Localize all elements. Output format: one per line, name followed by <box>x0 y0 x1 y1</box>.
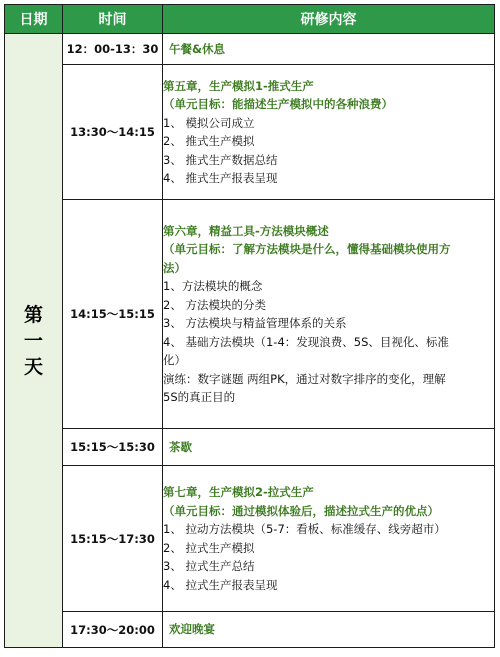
table-row <box>5 466 495 612</box>
content-cell <box>163 429 495 466</box>
list-item: 1、 拉动方法模块（5-7：看板、标准缓存、线旁超市） <box>163 522 446 536</box>
time-cell: 17:30～20:00 <box>63 612 163 648</box>
list-item: 1、方法模块的概念 <box>163 279 263 293</box>
header-row <box>5 5 495 34</box>
header-content: 研修内容 <box>163 5 495 34</box>
list-item: 3、 方法模块与精益管理体系的关系 <box>163 316 347 330</box>
time-cell: 15:15～17:30 <box>63 466 163 612</box>
list-item: 2、 方法模块的分类 <box>163 297 266 312</box>
drill-text: 演练：数字谜题 两组PK，通过对数字排序的变化，理解 <box>163 371 446 386</box>
schedule-table <box>4 4 495 648</box>
content-cell <box>163 65 495 200</box>
chapter-title: 第七章，生产模拟2-拉式生产 <box>163 485 314 499</box>
content-cell <box>163 200 495 429</box>
list-item: 4、 推式生产报表呈现 <box>163 171 278 185</box>
unit-goal: （单元目标：通过模拟体验后，描述拉式生产的优点） <box>163 503 439 518</box>
time-cell: 14:15～15:15 <box>63 200 163 429</box>
time-cell: 12：00-13：30 <box>63 34 163 65</box>
session-title: 午餐&休息 <box>169 41 226 56</box>
table-row <box>5 65 495 200</box>
day-label-char: 一 <box>23 329 43 352</box>
list-item: 4、 拉式生产报表呈现 <box>163 577 278 592</box>
day-label-char: 天 <box>23 355 43 378</box>
table-row <box>5 34 495 65</box>
unit-goal-cont: 法） <box>163 260 186 275</box>
header-time: 时间 <box>63 5 163 34</box>
session-title: 茶歇 <box>169 439 192 454</box>
content-cell <box>163 612 495 648</box>
table-row <box>5 429 495 466</box>
time-cell: 13:30～14:15 <box>63 65 163 200</box>
list-item: 3、 拉式生产总结 <box>163 559 255 573</box>
list-item: 1、 模拟公司成立 <box>163 115 255 130</box>
list-item-cont: 化） <box>163 353 186 367</box>
drill-text-cont: 5S的真正目的 <box>163 390 236 404</box>
header-date: 日期 <box>5 5 63 34</box>
list-item: 2、 推式生产模拟 <box>163 134 255 148</box>
content-cell <box>163 466 495 612</box>
chapter-title: 第五章，生产模拟1-推式生产 <box>163 78 314 93</box>
unit-goal: （单元目标：能描述生产模拟中的各种浪费） <box>163 97 393 111</box>
chapter-title: 第六章，精益工具-方法模块概述 <box>163 223 329 238</box>
unit-goal: （单元目标：了解方法模块是什么，懂得基础模块使用方 <box>163 242 451 256</box>
list-item: 4、 基础方法模块（1-4：发现浪费、5S、目视化、标准 <box>163 334 449 349</box>
content-cell <box>163 34 495 65</box>
day-label-char: 第 <box>23 303 43 326</box>
table-row <box>5 200 495 429</box>
list-item: 2、 拉式生产模拟 <box>163 540 255 555</box>
day-label-cell <box>5 34 63 648</box>
list-item: 3、 推式生产数据总结 <box>163 152 278 167</box>
table-row <box>5 612 495 648</box>
session-title: 欢迎晚宴 <box>169 622 215 637</box>
time-cell: 15:15～15:30 <box>63 429 163 466</box>
